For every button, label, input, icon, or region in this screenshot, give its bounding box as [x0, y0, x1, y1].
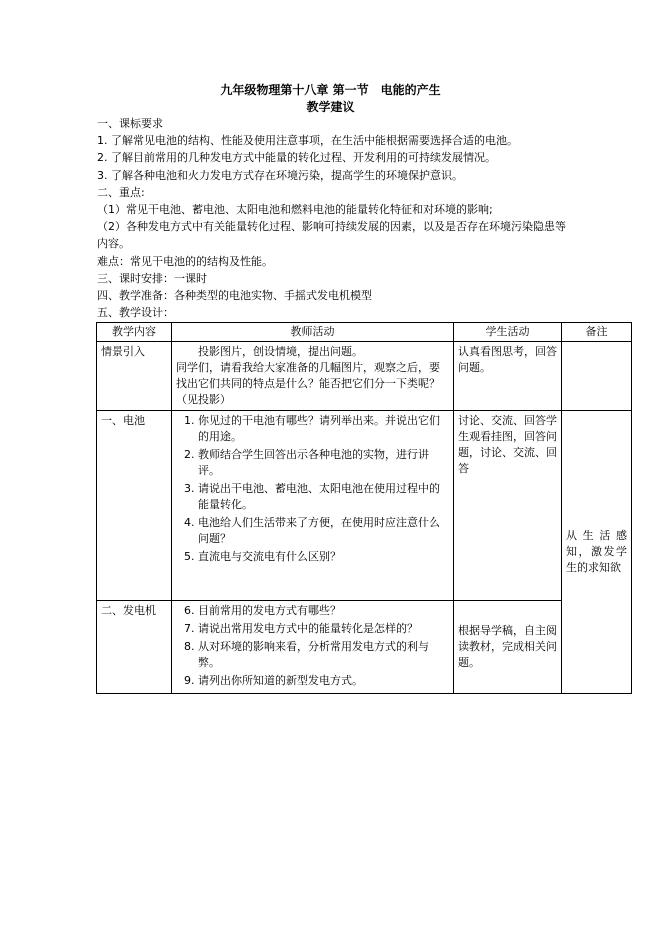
row-content-generator: 二、发电机 [97, 601, 172, 694]
header-content: 教学内容 [97, 323, 172, 342]
standard-item-2: 2. 了解目前常用的几种发电方式中能量的转化过程、开发利用的可持续发展情况。 [97, 151, 496, 165]
row-teacher-intro [172, 342, 454, 411]
document-body [97, 115, 567, 321]
list-item: 1. 你见过的干电池有哪些？请列举出来。并说出它们的用途。 [198, 413, 449, 445]
list-item: 4. 电池给人们生活带来了方便，在使用时应注意什么问题？ [198, 515, 449, 547]
section-heading-standards: 一、课标要求 [97, 117, 163, 130]
student-generator-text: 根据导学稿，自主阅读教材，完成相关问题。 [458, 624, 557, 669]
list-item: 3. 请说出干电池、蓄电池、太阳电池在使用过程中的能量转化。 [198, 481, 449, 513]
row-content-battery: 一、电池 [97, 411, 172, 601]
section-heading-key-points: 二、重点: [97, 185, 145, 199]
teacher-intro-p1: 投影图片，创设情境，提出问题。 [198, 345, 363, 358]
list-item: 7. 请说出常用发电方式中的能量转化是怎样的？ [198, 621, 449, 637]
document-title: 九年级物理第十八章 第一节 电能的产生 [220, 83, 441, 97]
section-preparation: 四、教学准备：各种类型的电池实物、手摇式发电机模型 [97, 289, 372, 303]
document-subtitle: 教学建议 [306, 100, 355, 114]
table-row [97, 601, 632, 694]
list-item: 2. 教师结合学生回答出示各种电池的实物，进行讲评。 [198, 447, 449, 479]
list-item: 6. 目前常用的发电方式有哪些？ [198, 603, 449, 619]
list-item: 9. 请列出你所知道的新型发电方式。 [198, 673, 449, 689]
standard-item-3: 3. 了解各种电池和火力发电方式存在环境污染，提高学生的环境保护意识。 [97, 168, 463, 182]
table-header-row [97, 323, 632, 342]
teacher-intro-p2: 同学们，请看我给大家准备的几幅图片，观察之后，要找出它们共同的特点是什么？能否把它们分一下类呢？（见投影） [176, 361, 440, 406]
key-point-1: （1）常见干电池、蓄电池、太阳电池和燃料电池的能量转化特征和对环境的影响; [97, 203, 493, 217]
key-point-2: （2）各种发电方式中有关能量转化过程、影响可持续发展的因素，以及是否存在环境污染隐患等内容。 [97, 220, 566, 251]
header-notes: 备注 [562, 323, 632, 342]
row-student-battery: 讨论、交流、回答学生观看挂图，回答问题，讨论、交流、回答 [454, 411, 562, 601]
teacher-battery-list [176, 413, 449, 565]
header-teacher-activity: 教师活动 [172, 323, 454, 342]
row-note-intro [562, 342, 632, 411]
row-note-battery: 从生活感知，激发学生的求知欲 [562, 411, 632, 694]
table-row [97, 411, 632, 601]
section-design-heading: 五、教学设计： [97, 306, 174, 320]
table-row [97, 342, 632, 411]
row-teacher-generator [172, 601, 454, 694]
teacher-generator-list [176, 603, 449, 689]
row-student-intro: 认真看图思考，回答问题。 [454, 342, 562, 411]
standard-item-1: 1. 了解常见电池的结构、性能及使用注意事项，在生活中能根据需要选择合适的电池。 [97, 134, 518, 148]
row-content-intro: 情景引入 [97, 342, 172, 411]
list-item: 8. 从对环境的影响来看，分析常用发电方式的利与弊。 [198, 639, 449, 671]
row-teacher-battery [172, 411, 454, 601]
section-schedule: 三、课时安排：一课时 [97, 271, 207, 285]
list-item: 5. 直流电与交流电有什么区别？ [198, 549, 449, 565]
header-student-activity: 学生活动 [454, 323, 562, 342]
lesson-plan-table [96, 322, 632, 694]
difficulty-point: 难点：常见干电池的的结构及性能。 [97, 254, 273, 268]
row-student-generator [454, 601, 562, 694]
